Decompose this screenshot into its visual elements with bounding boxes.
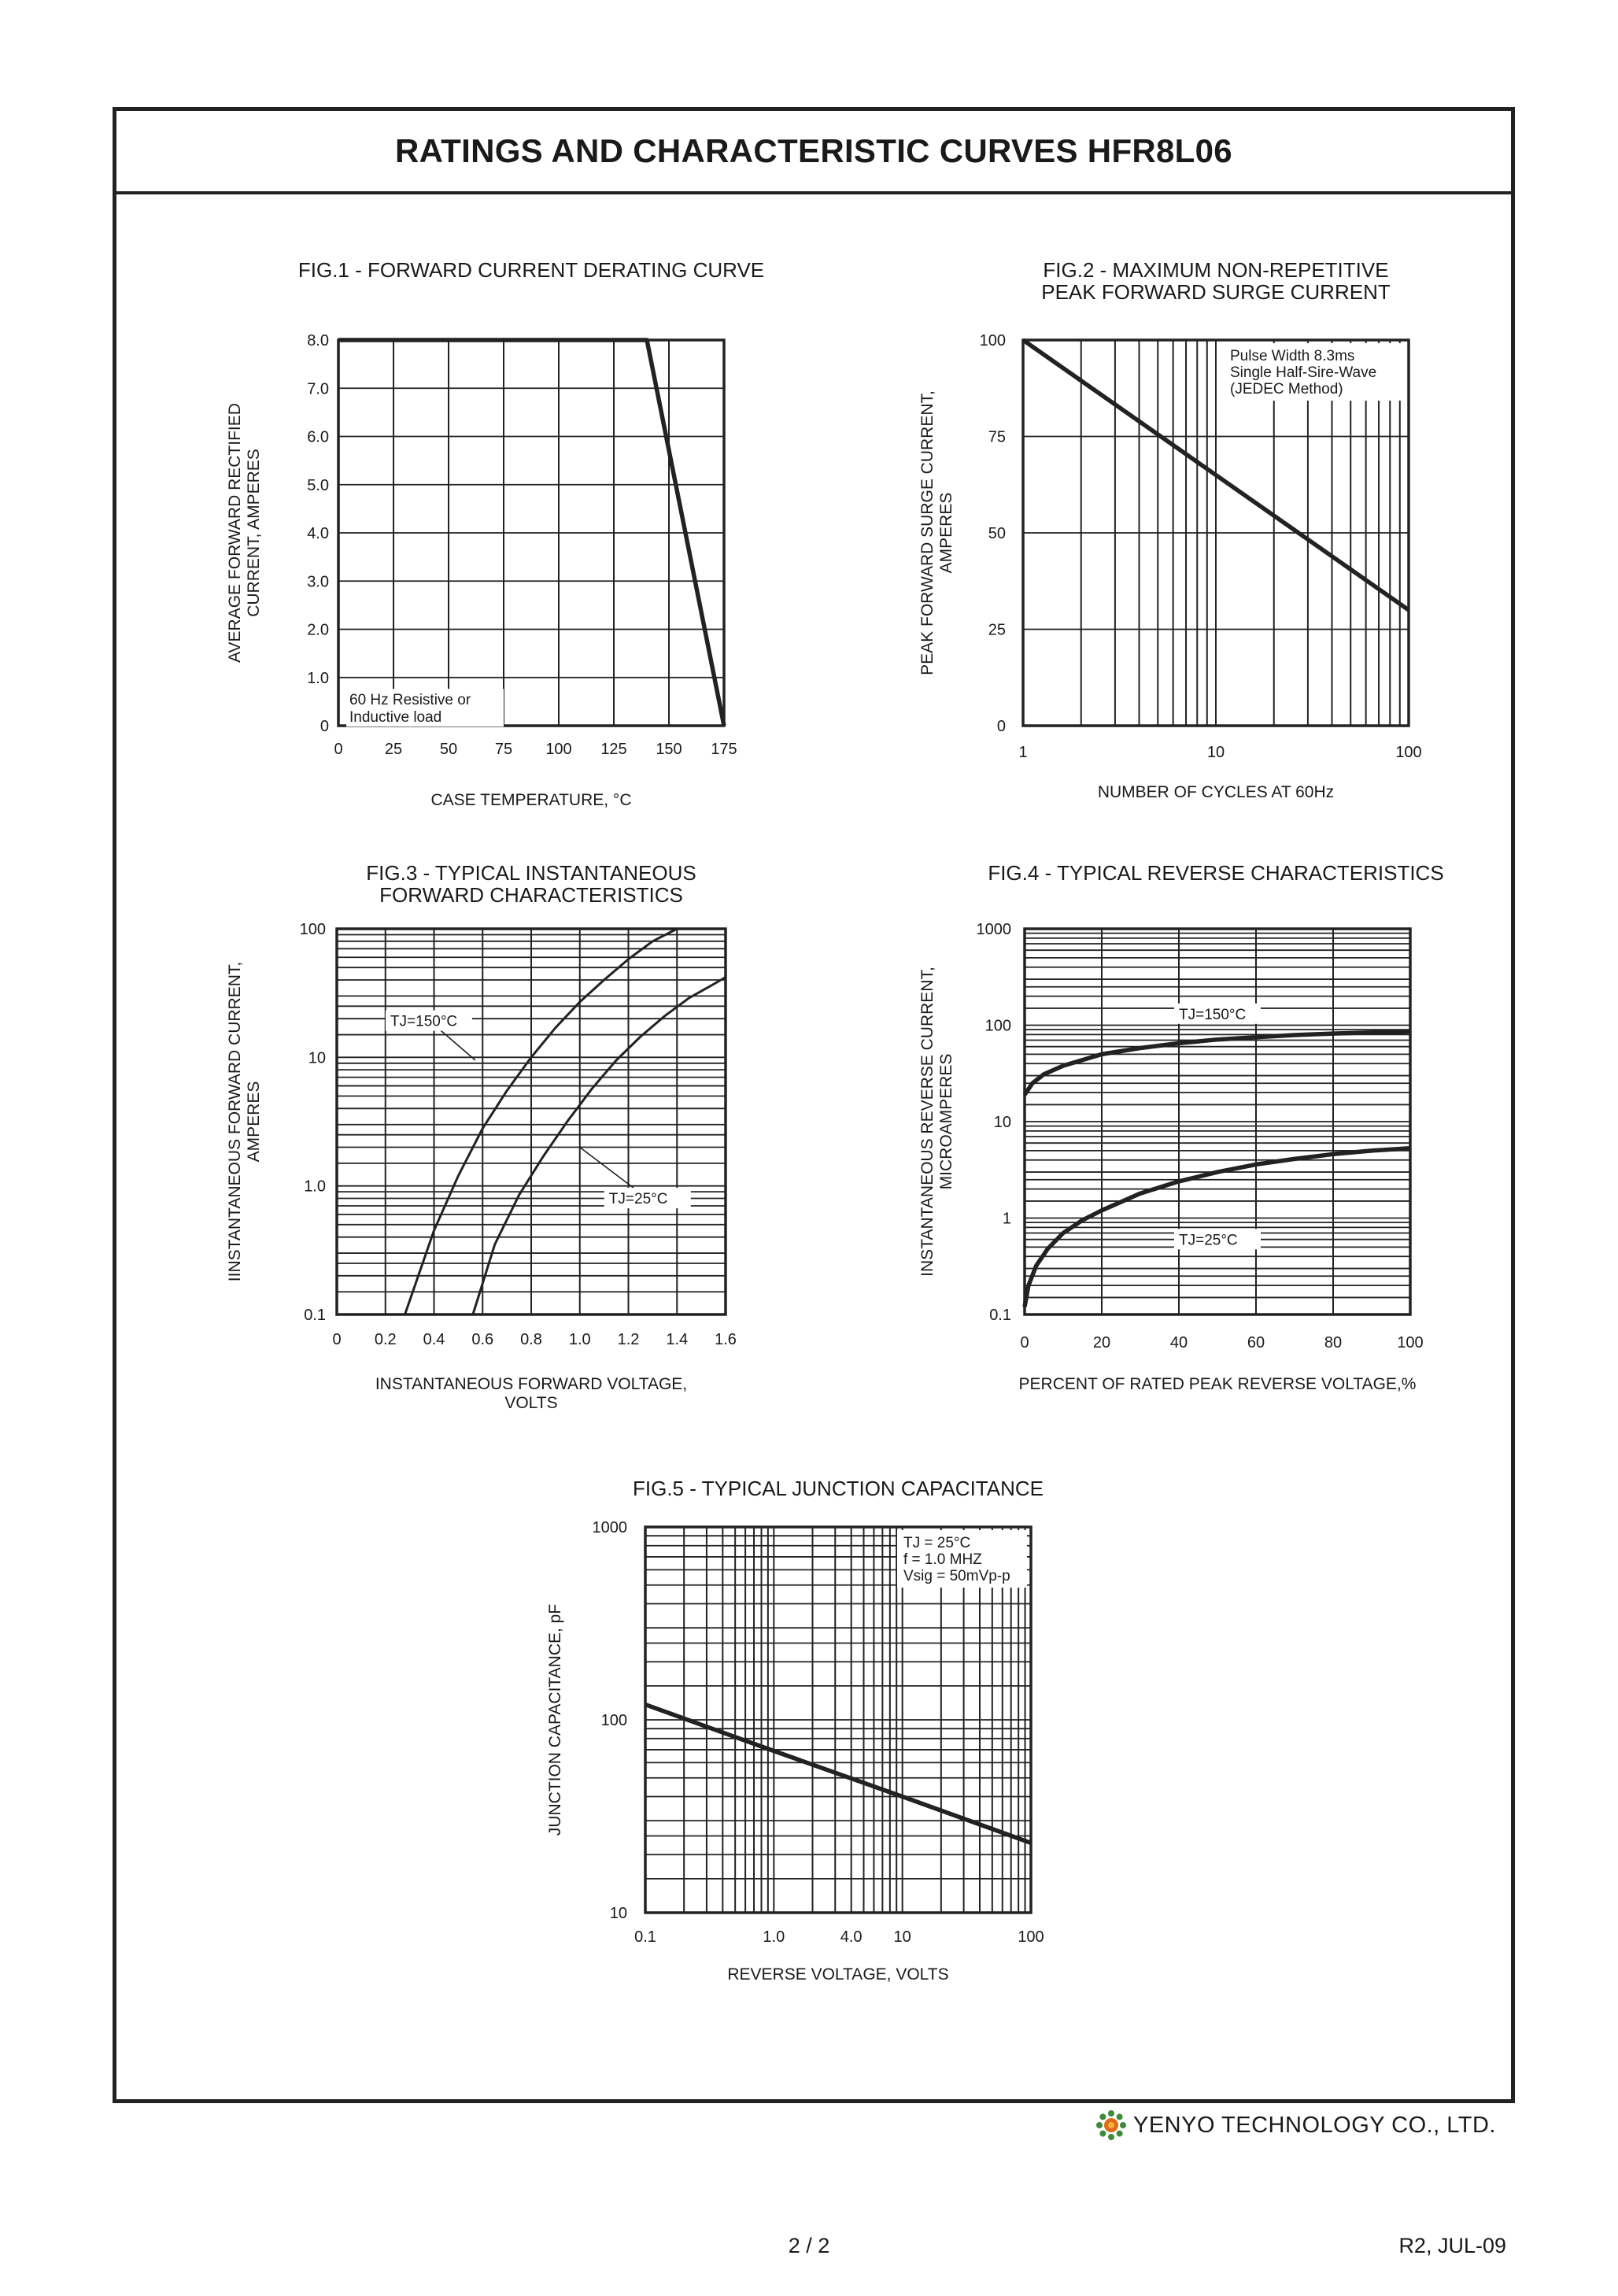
- fig5-series-1-line: [645, 1705, 1031, 1843]
- fig4-y-tick-label: 1000: [976, 921, 1011, 938]
- fig1-x-tick-label: 125: [600, 741, 627, 758]
- fig4-y-tick-label: 1: [1002, 1210, 1011, 1228]
- fig5-y-axis-label: JUNCTION CAPACITANCE, pF: [546, 1603, 564, 1836]
- fig5-y-tick-label: 1000: [592, 1519, 627, 1536]
- fig5-y-tick-label: 100: [600, 1712, 627, 1729]
- fig4-x-tick-label: 20: [1092, 1334, 1111, 1351]
- fig2-y-tick-label: 25: [988, 621, 1006, 639]
- fig5-chart: [546, 1477, 1044, 1984]
- fig2-y-tick-label: 75: [988, 428, 1006, 446]
- fig1-y-tick-label: 4.0: [307, 525, 329, 542]
- fig3-y-tick-label: 0.1: [304, 1307, 326, 1324]
- fig2-legend-text: (JEDEC Method): [1230, 381, 1343, 397]
- fig1-annotation-text: 60 Hz Resistive or: [349, 692, 471, 709]
- fig3-series-1-line: [405, 929, 678, 1314]
- fig1-x-tick-label: 0: [334, 741, 343, 758]
- fig5-y-tick-label: 10: [609, 1905, 627, 1922]
- fig1-chart: [226, 258, 764, 809]
- fig1-title: FIG.1 - FORWARD CURRENT DERATING CURVE: [297, 258, 765, 282]
- fig4-series-1-label: TJ=150°C: [1179, 1006, 1247, 1023]
- fig1-y-tick-label: 3.0: [307, 573, 329, 591]
- fig2-y-axis-label: PEAK FORWARD SURGE CURRENT,: [918, 390, 936, 675]
- fig5-x-tick-label: 10: [893, 1928, 911, 1946]
- fig2-title: FIG.2 - MAXIMUM NON-REPETITIVE: [1043, 258, 1389, 282]
- fig3-x-axis-label: INSTANTANEOUS FORWARD VOLTAGE,: [375, 1375, 688, 1393]
- company-footer: [1095, 2108, 1496, 2143]
- fig5-x-tick-label: 4.0: [840, 1928, 863, 1946]
- fig5-title: FIG.5 - TYPICAL JUNCTION CAPACITANCE: [633, 1477, 1044, 1500]
- fig3-y-tick-label: 1.0: [304, 1178, 326, 1196]
- fig1-x-tick-label: 50: [439, 741, 458, 758]
- fig4-x-tick-label: 0: [1020, 1334, 1029, 1351]
- fig3-title: FORWARD CHARACTERISTICS: [379, 883, 683, 907]
- fig1-y-tick-label: 5.0: [307, 476, 329, 494]
- fig4-series-2-label: TJ=25°C: [1179, 1232, 1238, 1249]
- fig4-y-tick-label: 100: [984, 1017, 1011, 1035]
- fig1-y-axis-label: CURRENT, AMPERES: [245, 449, 263, 617]
- fig2-x-tick-label: 10: [1206, 744, 1225, 761]
- fig3-x-tick-label: 0.2: [374, 1331, 397, 1348]
- fig1-y-axis-label: AVERAGE FORWARD RECTIFIED: [226, 403, 244, 663]
- fig2-legend-text: Single Half-Sire-Wave: [1230, 364, 1377, 381]
- fig4-x-tick-label: 60: [1247, 1334, 1265, 1351]
- fig3-x-tick-label: 0.4: [423, 1331, 445, 1348]
- fig1-x-axis-label: CASE TEMPERATURE, °C: [430, 791, 632, 809]
- fig3-y-tick-label: 100: [299, 921, 326, 938]
- fig3-x-tick-label: 1.2: [617, 1331, 640, 1348]
- fig3-x-tick-label: 0: [332, 1331, 342, 1348]
- fig1-x-tick-label: 150: [656, 741, 682, 758]
- fig3-series-1-leader: [438, 1028, 475, 1060]
- fig2-y-axis-label: AMPERES: [937, 492, 955, 574]
- fig1-x-tick-label: 175: [711, 741, 737, 758]
- fig4-y-axis-label: INSTANTANEOUS REVERSE CURRENT,: [918, 967, 936, 1277]
- fig4-title: FIG.4 - TYPICAL REVERSE CHARACTERISTICS: [988, 861, 1444, 885]
- fig3-x-tick-label: 0.6: [471, 1331, 494, 1348]
- fig2-title: PEAK FORWARD SURGE CURRENT: [1041, 280, 1391, 304]
- fig1-y-tick-label: 0: [320, 718, 329, 735]
- fig4-y-axis-label: MICROAMPERES: [937, 1053, 955, 1190]
- fig5-x-tick-label: 100: [1018, 1928, 1044, 1946]
- company-name: YENYO TECHNOLOGY CO., LTD.: [1133, 2112, 1496, 2138]
- fig5-x-tick-label: 1.0: [763, 1928, 785, 1946]
- fig4-x-tick-label: 40: [1169, 1334, 1188, 1351]
- fig3-title: FIG.3 - TYPICAL INSTANTANEOUS: [366, 861, 696, 885]
- revision-label: R2, JUL-09: [1398, 2234, 1506, 2257]
- fig3-y-tick-label: 10: [308, 1049, 326, 1067]
- fig1-x-tick-label: 75: [494, 741, 513, 758]
- fig3-y-axis-label: AMPERES: [245, 1081, 263, 1163]
- fig1-annotation-text: Inductive load: [349, 709, 442, 727]
- fig5-legend-text: Vsig = 50mVp-p: [903, 1568, 1010, 1584]
- page-title: RATINGS AND CHARACTERISTIC CURVES HFR8L06: [395, 132, 1232, 169]
- fig3-series-2-label: TJ=25°C: [608, 1191, 668, 1208]
- fig4-y-tick-label: 0.1: [989, 1307, 1011, 1324]
- fig1-y-tick-label: 6.0: [307, 428, 329, 446]
- fig1-y-tick-label: 2.0: [307, 621, 329, 639]
- fig3-x-tick-label: 1.6: [715, 1331, 737, 1348]
- fig5-legend-text: f = 1.0 MHZ: [903, 1551, 982, 1568]
- fig4-x-axis-label: PERCENT OF RATED PEAK REVERSE VOLTAGE,%: [1018, 1375, 1417, 1393]
- fig5-legend-text: TJ = 25°C: [903, 1535, 971, 1551]
- fig2-chart: [918, 258, 1422, 801]
- fig3-x-tick-label: 1.0: [568, 1331, 591, 1348]
- fig2-y-tick-label: 50: [988, 525, 1006, 542]
- fig3-chart: [226, 861, 737, 1412]
- fig3-x-tick-label: 1.4: [666, 1331, 689, 1348]
- fig4-x-tick-label: 100: [1397, 1334, 1424, 1351]
- fig2-x-tick-label: 100: [1395, 744, 1422, 761]
- fig3-series-1-label: TJ=150°C: [390, 1013, 458, 1030]
- fig1-x-tick-label: 25: [384, 741, 403, 758]
- fig2-legend-text: Pulse Width 8.3ms: [1230, 348, 1355, 364]
- fig1-y-tick-label: 8.0: [307, 332, 329, 349]
- fig5-x-axis-label: REVERSE VOLTAGE, VOLTS: [727, 1965, 949, 1984]
- fig5-x-tick-label: 0.1: [634, 1928, 656, 1946]
- fig2-y-tick-label: 0: [996, 718, 1006, 735]
- fig4-chart: [918, 861, 1444, 1393]
- fig2-x-tick-label: 1: [1018, 744, 1028, 761]
- fig3-y-axis-label: IINSTANTANEOUS FORWARD CURRENT,: [226, 961, 244, 1282]
- page-number: 2 / 2: [788, 2234, 830, 2257]
- fig2-y-tick-label: 100: [979, 332, 1006, 349]
- fig4-x-tick-label: 80: [1324, 1334, 1343, 1351]
- fig4-y-tick-label: 10: [993, 1114, 1011, 1131]
- fig3-x-axis-label: VOLTS: [504, 1394, 558, 1412]
- fig1-x-tick-label: 100: [545, 741, 572, 758]
- fig2-x-axis-label: NUMBER OF CYCLES AT 60Hz: [1097, 783, 1335, 801]
- fig1-y-tick-label: 1.0: [307, 669, 329, 687]
- company-logo-icon: [1095, 2109, 1127, 2141]
- fig3-x-tick-label: 0.8: [520, 1331, 542, 1348]
- fig1-y-tick-label: 7.0: [307, 380, 329, 398]
